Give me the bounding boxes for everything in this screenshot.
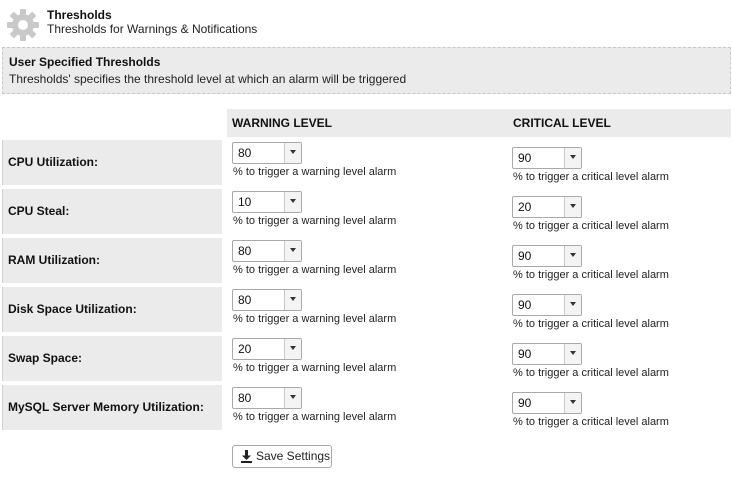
warning-hint: % to trigger a warning level alarm (233, 166, 397, 178)
banner-title: User Specified Thresholds (9, 55, 161, 69)
disk-space-critical-select[interactable] (512, 294, 582, 316)
chevron-down-icon (564, 393, 581, 413)
chevron-down-icon (564, 246, 581, 266)
ram-utilization-warning-select[interactable] (232, 240, 302, 262)
chevron-down-icon (284, 339, 301, 359)
select-value: 20 (238, 342, 252, 356)
critical-hint: % to trigger a critical level alarm (513, 367, 669, 379)
mysql-memory-warning-select[interactable] (232, 387, 302, 409)
select-value: 10 (238, 195, 252, 209)
select-value: 80 (238, 146, 252, 160)
critical-hint: % to trigger a critical level alarm (513, 416, 669, 428)
critical-level-header: CRITICAL LEVEL (508, 109, 731, 137)
chevron-down-icon (564, 148, 581, 168)
page-title: Thresholds (47, 8, 112, 22)
disk-space-warning-select[interactable] (232, 289, 302, 311)
chevron-down-icon (284, 241, 301, 261)
critical-hint: % to trigger a critical level alarm (513, 171, 669, 183)
gear-icon (6, 8, 40, 42)
chevron-down-icon (284, 143, 301, 163)
save-settings-label: Save Settings (256, 449, 331, 463)
chevron-down-icon (284, 290, 301, 310)
select-value: 90 (518, 249, 532, 263)
warning-hint: % to trigger a warning level alarm (233, 264, 397, 276)
row-label-cpu-utilization: CPU Utilization: (2, 140, 222, 185)
select-value: 90 (518, 151, 532, 165)
page-header (0, 0, 732, 46)
download-icon (241, 450, 252, 463)
warning-hint: % to trigger a warning level alarm (233, 215, 397, 227)
cpu-utilization-warning-select[interactable] (232, 142, 302, 164)
row-label-ram-utilization: RAM Utilization: (2, 238, 222, 283)
critical-hint: % to trigger a critical level alarm (513, 269, 669, 281)
page-subtitle: Thresholds for Warnings & Notifications (47, 22, 258, 36)
chevron-down-icon (564, 295, 581, 315)
chevron-down-icon (284, 388, 301, 408)
critical-hint: % to trigger a critical level alarm (513, 318, 669, 330)
mysql-memory-critical-select[interactable] (512, 392, 582, 414)
select-value: 90 (518, 298, 532, 312)
select-value: 80 (238, 391, 252, 405)
row-label-swap-space: Swap Space: (2, 336, 222, 381)
chevron-down-icon (284, 192, 301, 212)
warning-hint: % to trigger a warning level alarm (233, 411, 397, 423)
chevron-down-icon (564, 197, 581, 217)
critical-hint: % to trigger a critical level alarm (513, 220, 669, 232)
select-value: 80 (238, 293, 252, 307)
swap-space-critical-select[interactable] (512, 343, 582, 365)
select-value: 80 (238, 244, 252, 258)
save-settings-button[interactable] (232, 445, 332, 468)
row-label-mysql-memory-utilization: MySQL Server Memory Utilization: (2, 385, 222, 430)
cpu-steal-critical-select[interactable] (512, 196, 582, 218)
row-label-cpu-steal: CPU Steal: (2, 189, 222, 234)
select-value: 20 (518, 200, 532, 214)
warning-level-header: WARNING LEVEL (227, 109, 508, 137)
warning-hint: % to trigger a warning level alarm (233, 313, 397, 325)
swap-space-warning-select[interactable] (232, 338, 302, 360)
ram-utilization-critical-select[interactable] (512, 245, 582, 267)
info-banner (2, 47, 731, 94)
warning-hint: % to trigger a warning level alarm (233, 362, 397, 374)
chevron-down-icon (564, 344, 581, 364)
select-value: 90 (518, 396, 532, 410)
cpu-utilization-critical-select[interactable] (512, 147, 582, 169)
select-value: 90 (518, 347, 532, 361)
cpu-steal-warning-select[interactable] (232, 191, 302, 213)
row-label-disk-space-utilization: Disk Space Utilization: (2, 287, 222, 332)
banner-description: Thresholds' specifies the threshold level at which an alarm will be triggered (9, 72, 407, 86)
